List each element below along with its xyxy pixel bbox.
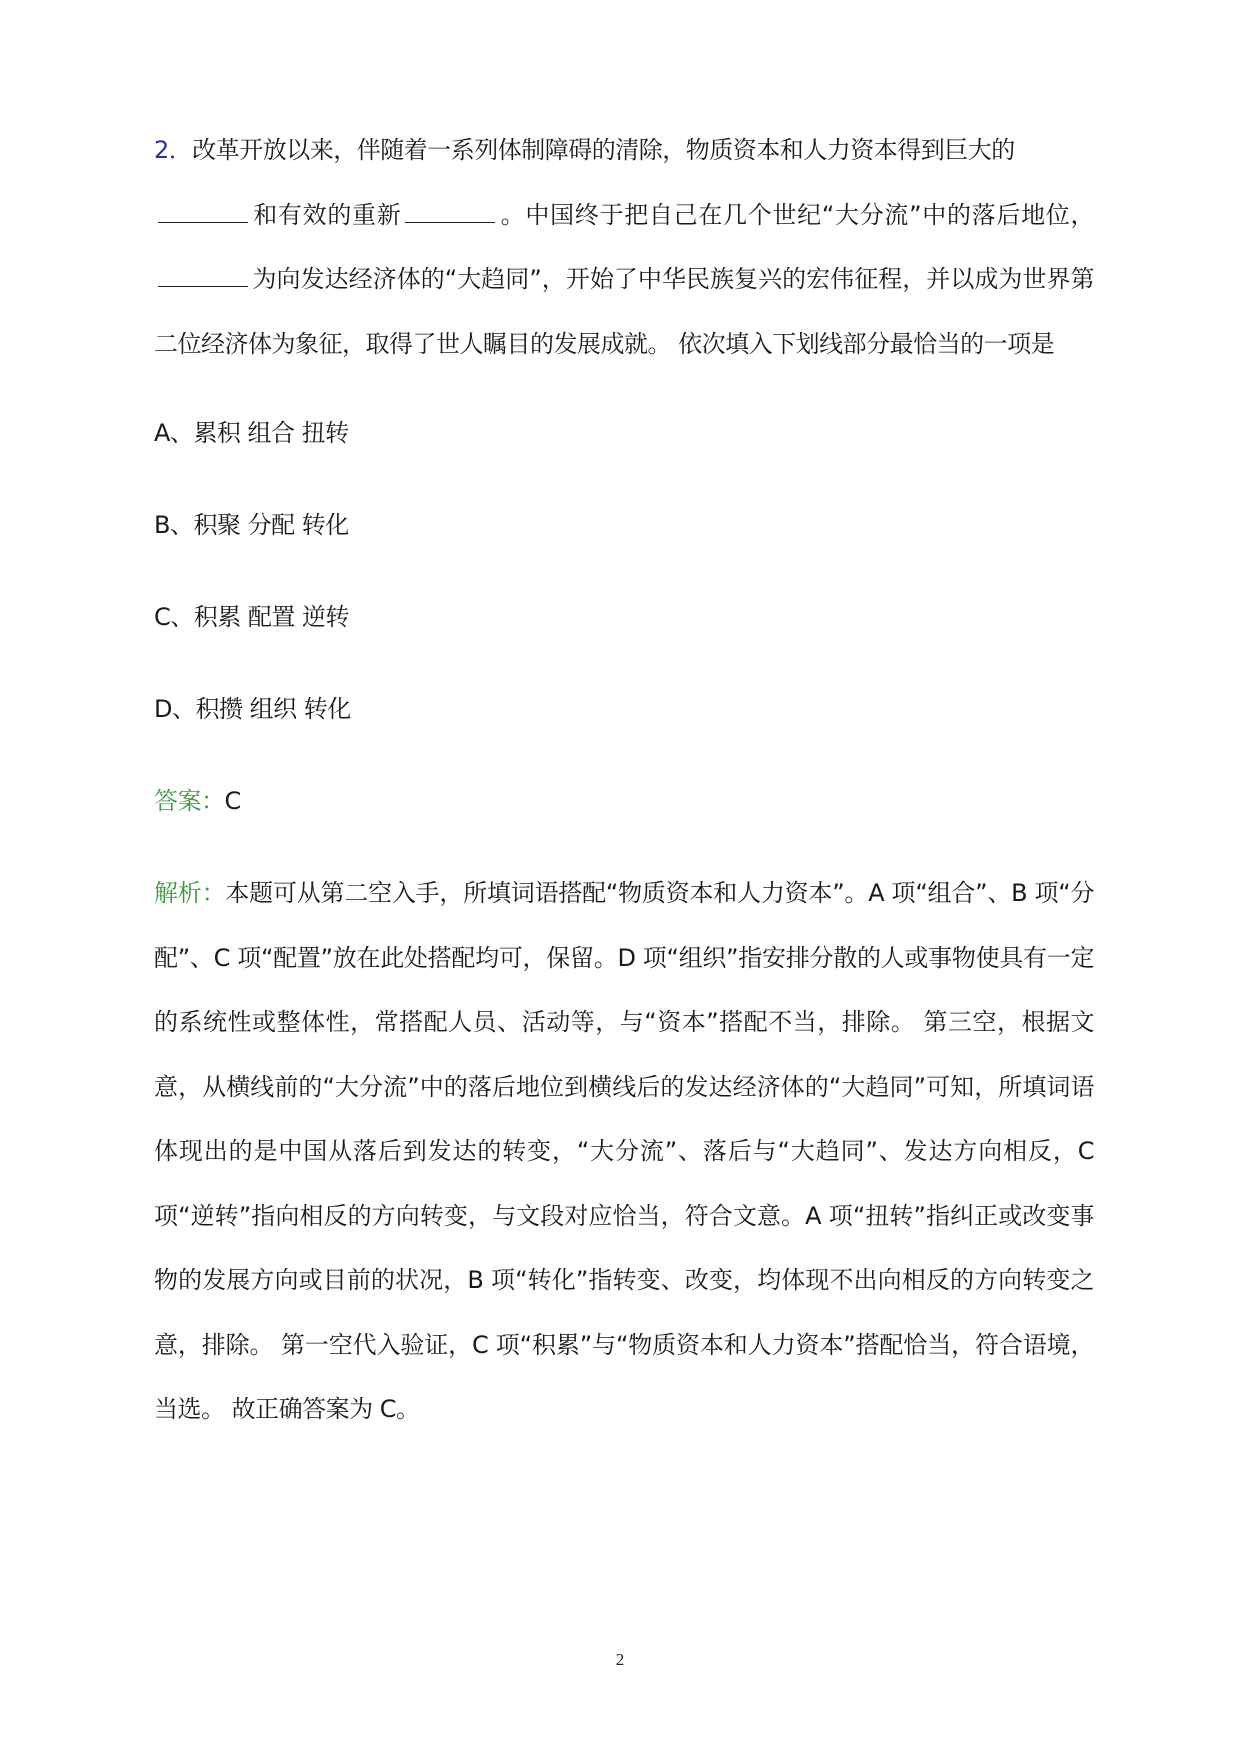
analysis-label: 解析： [154, 879, 226, 907]
option-text: 累积 组合 扭转 [193, 419, 349, 447]
stem-text-3: 。中国终于把自己在几个世纪“大分流”中的落后地位， [499, 200, 1094, 229]
option-letter: B、 [154, 511, 194, 539]
answer-line [154, 769, 1094, 861]
option-letter: A、 [154, 419, 194, 447]
stem-text-2: 和有效的重新 [252, 200, 402, 229]
option-c [154, 585, 1094, 677]
question-stem [154, 118, 1094, 376]
option-text: 积攒 组织 转化 [195, 695, 351, 723]
stem-text-1: 改革开放以来，伴随着一系列体制障碍的清除，物质资本和人力资本得到巨大的 [192, 136, 1015, 164]
question-number-separator: ． [168, 136, 193, 164]
option-a [154, 401, 1094, 493]
analysis-paragraph [154, 861, 1094, 1442]
stem-text-4: 为向发达经济体的“大趋同”，开始了中华民族复兴的宏伟征程，并以成为世界第二位经济体为象征，取得了世人瞩目的发展成就。 依次填入下划线部分最恰当的一项是 [154, 265, 1094, 358]
analysis-text: 本题可从第二空入手，所填词语搭配“物质资本和人力资本”。A 项“组合”、B 项“分配”、C 项“配置”放在此处搭配均可，保留。D 项“组织”指安排分散的人或事物使具有一定的系统性或整体性，常搭配人员、活动等，与“资本”搭配不当，排除。 第三空，根据文意，从横线前的“大分流”中的落后地位到横线后的发达经济体的“大趋同”可知，所填词语体现出的是中国从落后到发达的转变，“大分流”、落后与“大趋同”、发达方向相反，C 项“逆转”指向相反的方向转变，与文段对应恰当，符合文意。A 项“扭转”指纠正或改变事物的发展方向或目前的状况，B 项“转化”指转变、改变，均体现不出向相反的方向转变之意，排除。 第一空代入验证，C 项“积累”与“物质资本和人力资本”搭配恰当，符合语境，当选。 故正确答案为 C。 [154, 879, 1094, 1423]
question-number [154, 136, 192, 164]
blank-2 [405, 200, 495, 223]
option-d [154, 677, 1094, 769]
option-b [154, 493, 1094, 585]
option-letter: D、 [154, 695, 196, 723]
answer-value: C [224, 787, 241, 815]
option-text: 积聚 分配 转化 [193, 511, 349, 539]
answer-label: 答案： [154, 787, 225, 815]
question-block [154, 118, 1094, 1442]
blank-1 [158, 200, 248, 223]
page-number: 2 [615, 1650, 625, 1669]
option-letter: C、 [154, 603, 194, 631]
option-text: 积累 配置 逆转 [193, 603, 350, 631]
blank-3 [158, 264, 248, 287]
options-list [154, 401, 1094, 769]
question-number-value: 2 [154, 136, 169, 164]
